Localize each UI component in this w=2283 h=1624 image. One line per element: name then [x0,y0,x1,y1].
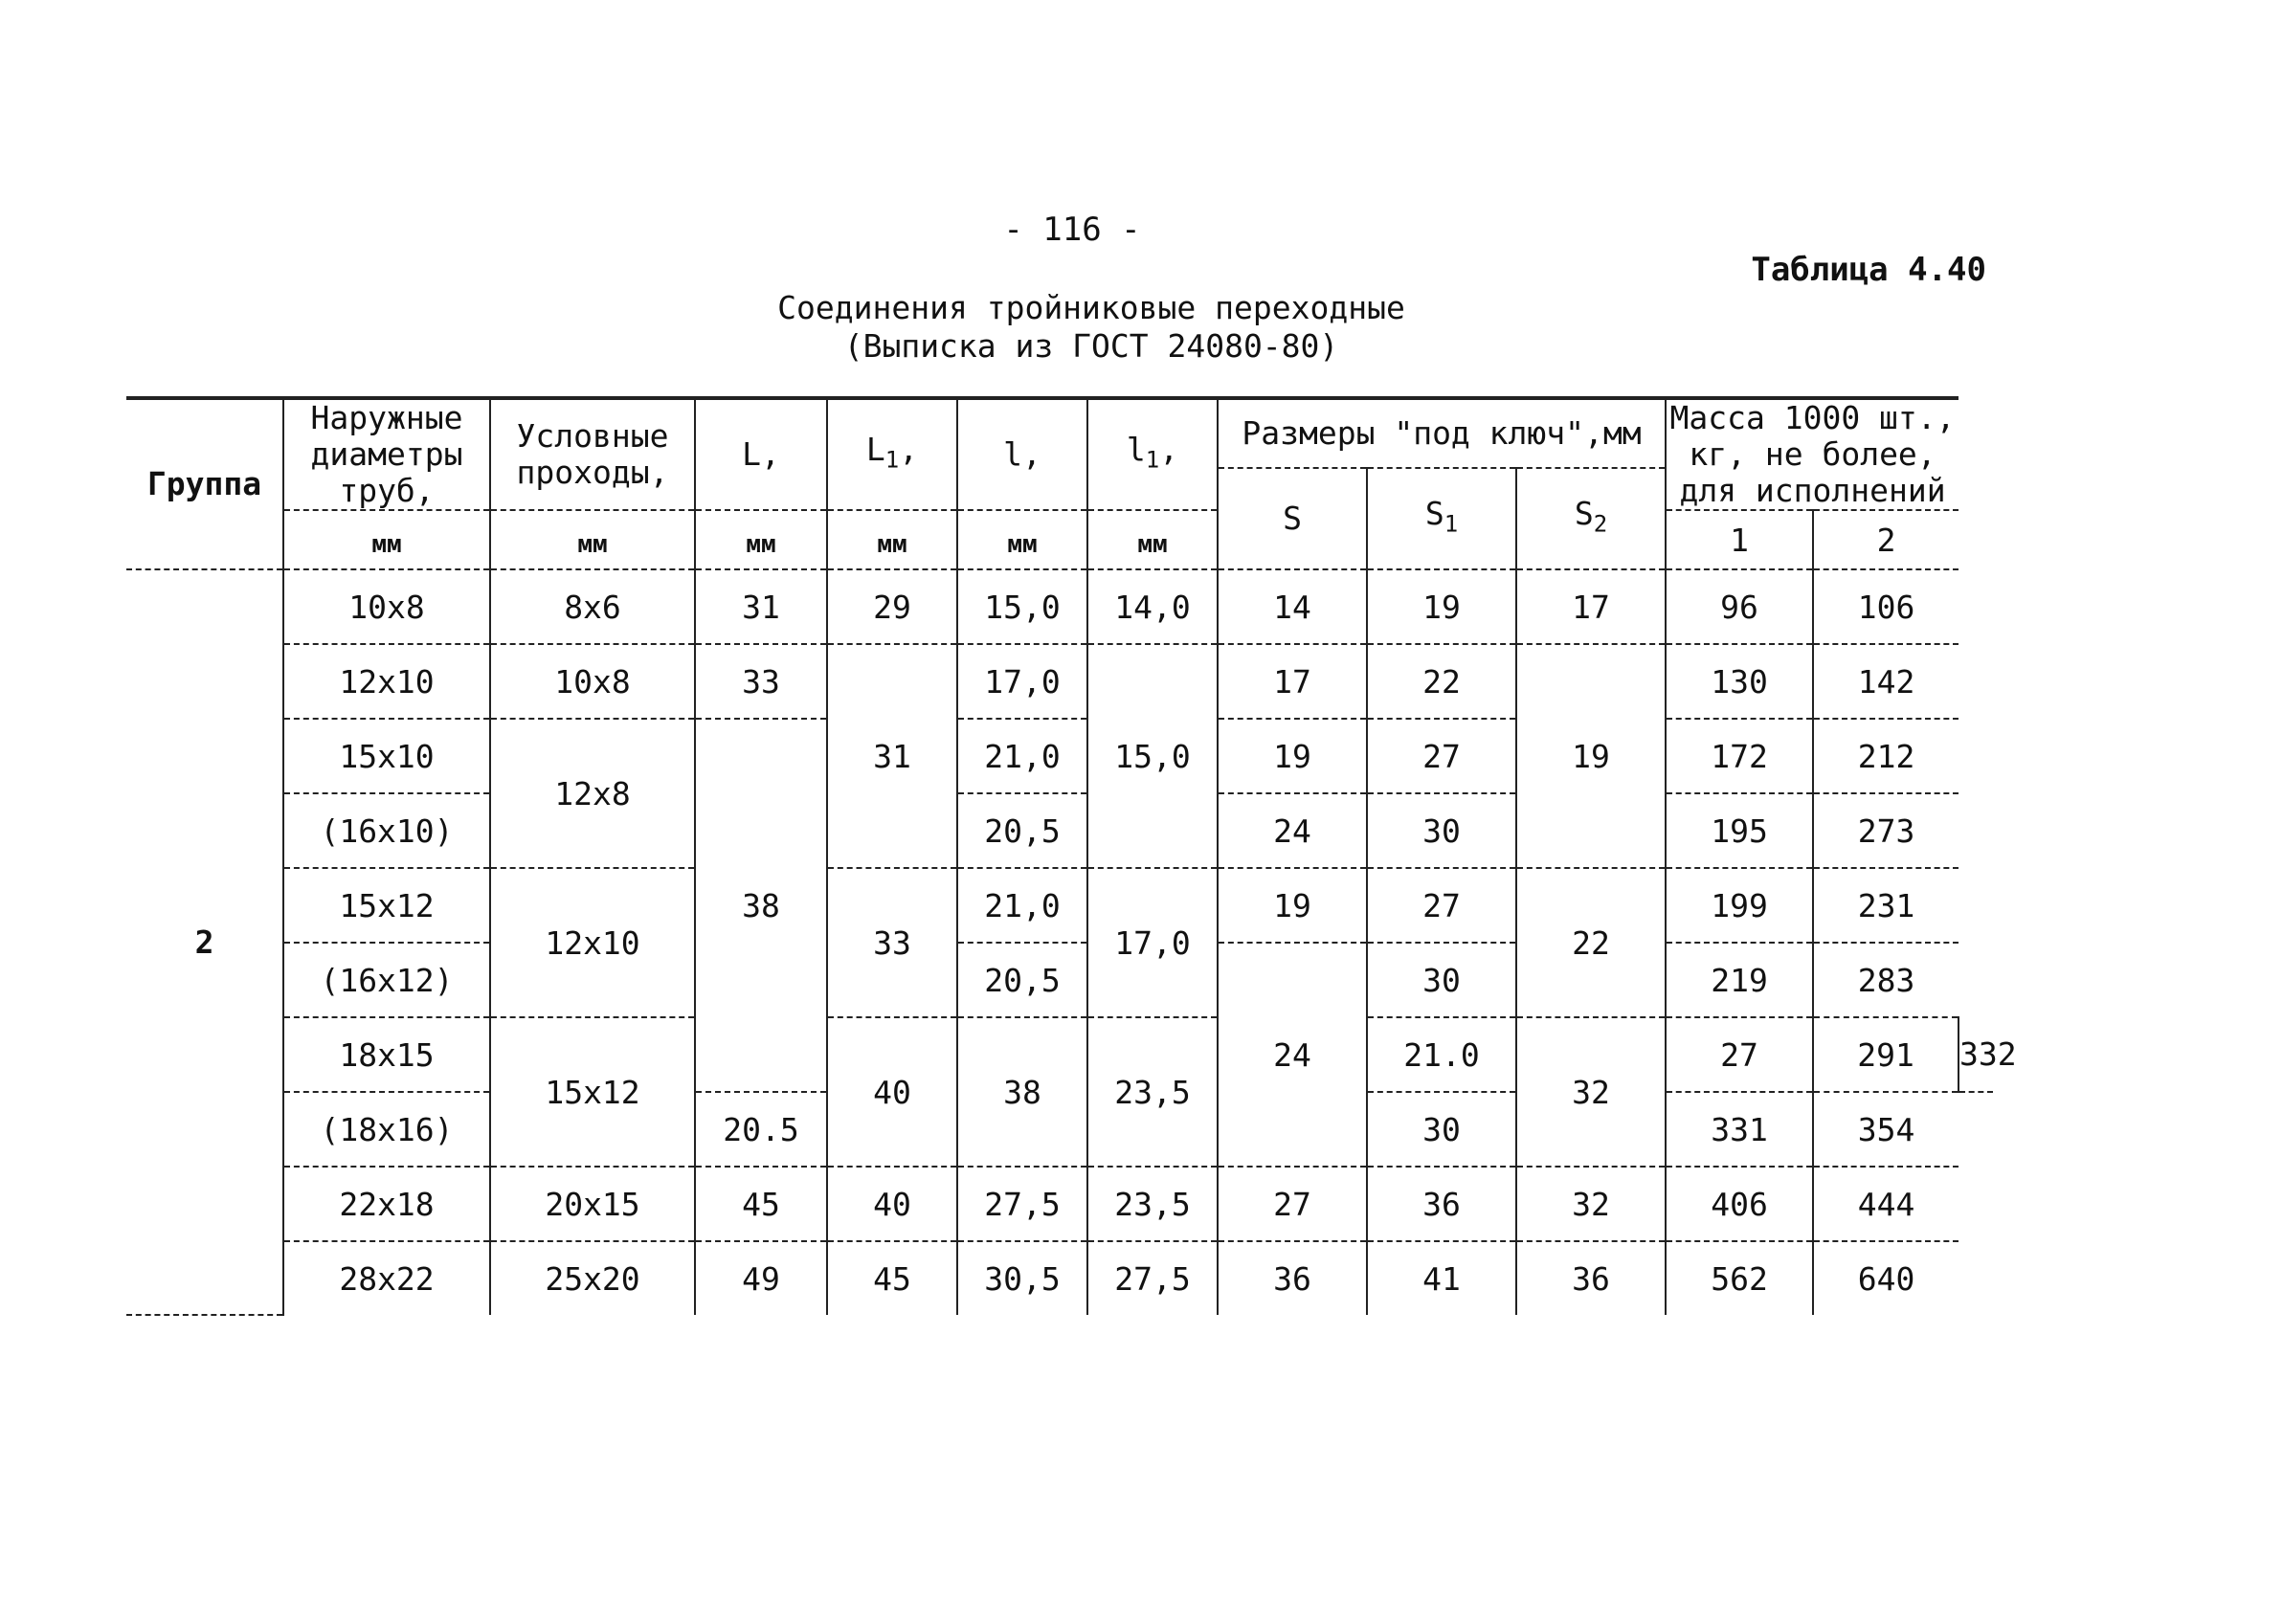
group-value: 2 [126,569,283,1315]
cell-S2: 32 [1516,1167,1666,1241]
cell-S2: 27 [1666,1017,1813,1092]
header-mass-2: 2 [1813,510,1958,569]
cell-l: 23,5 [1087,1017,1218,1167]
header-nominal-bore: Условные проходы, [490,398,695,510]
cell-mass-2: 142 [1813,644,1958,719]
cell-S1: 41 [1367,1241,1516,1315]
table-row [126,644,1993,719]
cell-S1: 27 [1367,719,1516,793]
cell-L: 31 [695,569,827,644]
cell-S1: 30 [1367,943,1516,1017]
cell-S2: 17 [1516,569,1666,644]
cell-mass-1: 130 [1666,644,1813,719]
cell-nominal: 8x6 [490,569,695,644]
cell-S1: 27 [1367,868,1516,943]
unit-l1: мм [1087,510,1218,569]
cell-l: 30,5 [957,1241,1087,1315]
cell-S2: 22 [1516,868,1666,1017]
cell-S: 19 [1218,868,1367,943]
cell-L1: 33 [827,868,957,1017]
cell-mass-1: 195 [1666,793,1813,868]
cell-mass-1: 219 [1666,943,1813,1017]
cell-outer-diameter: (18x16) [283,1092,490,1167]
cell-L: 38 [695,719,827,1092]
cell-mass-2: 640 [1813,1241,1958,1315]
cell-S1: 32 [1516,1017,1666,1167]
cell-S: 24 [1218,943,1367,1167]
cell-l: 15,0 [957,569,1087,644]
cell-L: 40 [827,1017,957,1167]
cell-outer-diameter: 22x18 [283,1167,490,1241]
table-row [126,1241,1993,1315]
cell-nominal: 10x8 [490,644,695,719]
page-number: - 116 - [1003,211,1141,249]
cell-outer-diameter: 15x12 [283,868,490,943]
header-l: l, [957,398,1087,510]
cell-l: 20,5 [957,793,1087,868]
cell-S: 14 [1218,569,1367,644]
cell-l: 17,0 [957,644,1087,719]
unit-L1: мм [827,510,957,569]
cell-nominal: 15x12 [490,1017,695,1167]
cell-mass-2: 106 [1813,569,1958,644]
cell-mass-1: 96 [1666,569,1813,644]
header-l1: $l_1$, [1087,398,1218,510]
cell-S1: 19 [1367,569,1516,644]
table-row [126,569,1993,644]
cell-S1: 22 [1367,644,1516,719]
table-row [126,719,1993,793]
cell-mass-2: 273 [1813,793,1958,868]
cell-mass-2: 283 [1813,943,1958,1017]
cell-S: 36 [1218,1241,1367,1315]
header-S1: $S_1$ [1367,468,1516,569]
cell-S: 17 [1218,644,1367,719]
unit-nominal: мм [490,510,695,569]
cell-outer-diameter: (16x10) [283,793,490,868]
cell-L1: 38 [957,1017,1087,1167]
cell-outer-diameter: 18x15 [283,1017,490,1092]
cell-mass-1: 406 [1666,1167,1813,1241]
cell-S1: 30 [1367,793,1516,868]
table-row [126,868,1993,943]
unit-L: мм [695,510,827,569]
cell-nominal: 12x8 [490,719,695,868]
table-row [126,1017,1993,1092]
cell-S2: 30 [1367,1092,1516,1167]
cell-S: 27 [1218,1167,1367,1241]
cell-l1: 20.5 [695,1092,827,1167]
header-mass-1: 1 [1666,510,1813,569]
cell-nominal: 20x15 [490,1167,695,1241]
cell-l: 21,0 [957,719,1087,793]
cell-l1: 17,0 [1087,868,1218,1017]
title-line-1: Соединения тройниковые переходные [777,289,1405,326]
cell-l: 27,5 [957,1167,1087,1241]
header-group: Группа [126,398,283,569]
title-line-2: (Выписка из ГОСТ 24080-80) [843,327,1339,365]
header-L1: $L_1$, [827,398,957,510]
cell-l1: 21.0 [1367,1017,1516,1092]
unit-outer-diameter: мм [283,510,490,569]
cell-L: 49 [695,1241,827,1315]
cell-L1: 40 [827,1167,957,1241]
table-row [126,793,1993,868]
table-row [126,1167,1993,1241]
cell-mass-2: 212 [1813,719,1958,793]
cell-S2: 36 [1516,1241,1666,1315]
cell-l1: 15,0 [1087,644,1218,868]
data-table [126,396,2017,1316]
cell-l1: 27,5 [1087,1241,1218,1315]
cell-mass-1: 331 [1666,1092,1813,1167]
cell-S1: 36 [1367,1167,1516,1241]
cell-outer-diameter: 15x10 [283,719,490,793]
cell-outer-diameter: (16x12) [283,943,490,1017]
table-title [632,289,1551,366]
cell-L1: 31 [827,644,957,868]
cell-mass-2: 231 [1813,868,1958,943]
cell-L1: 29 [827,569,957,644]
cell-S2: 19 [1516,644,1666,868]
cell-outer-diameter: 12x10 [283,644,490,719]
header-mass: Масса 1000 шт., кг, не более, для исполнений [1666,398,1958,510]
cell-outer-diameter: 28x22 [283,1241,490,1315]
header-wrench-sizes: Размеры "под ключ",мм [1218,398,1666,468]
cell-nominal: 12x10 [490,868,695,1017]
cell-mass-2: 354 [1813,1092,1958,1167]
header-S: S [1218,468,1367,569]
cell-mass-2: 332 [1958,1017,1993,1092]
unit-l: мм [957,510,1087,569]
cell-mass-1: 172 [1666,719,1813,793]
cell-S: 24 [1218,793,1367,868]
cell-mass-1: 562 [1666,1241,1813,1315]
cell-L: 45 [695,1167,827,1241]
cell-nominal: 25x20 [490,1241,695,1315]
cell-l1: 14,0 [1087,569,1218,644]
table-label: Таблица 4.40 [1751,251,1986,289]
header-S2: $S_2$ [1516,468,1666,569]
cell-mass-2: 444 [1813,1167,1958,1241]
cell-outer-diameter: 10x8 [283,569,490,644]
cell-mass-1: 199 [1666,868,1813,943]
cell-l1: 23,5 [1087,1167,1218,1241]
cell-L: 33 [695,644,827,719]
header-L: L, [695,398,827,510]
cell-mass-1: 291 [1813,1017,1958,1092]
cell-L1: 45 [827,1241,957,1315]
cell-l: 20,5 [957,943,1087,1017]
table-row [126,943,1993,1017]
header-outer-diameter: Наружные диаметры труб, [283,398,490,510]
cell-S: 19 [1218,719,1367,793]
cell-l: 21,0 [957,868,1087,943]
